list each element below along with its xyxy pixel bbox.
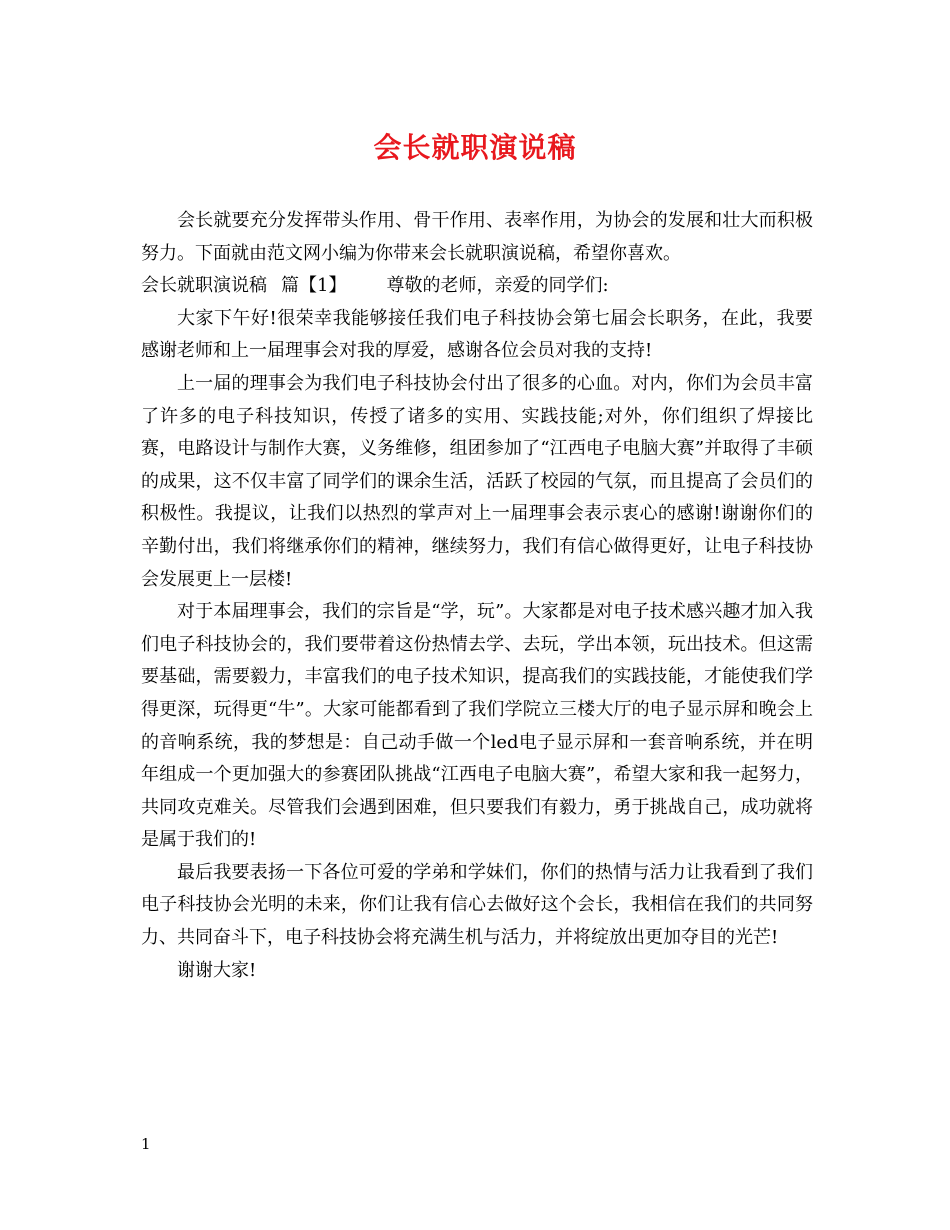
section-heading-line [141, 270, 813, 303]
body-paragraph-2: 上一届的理事会为我们电子科技协会付出了很多的心血。对内，你们为会员丰富了许多的电子科技知识，传授了诸多的实用、实践技能;对外，你们组织了焊接比赛，电路设计与制作大赛，义务维修，组团参加了“江西电子电脑大赛”并取得了丰硕的成果，这不仅丰富了同学们的课余生活，活跃了校园的气氛，而且提高了会员们的积极性。我提议，让我们以热烈的掌声对上一届理事会表示衷心的感谢!谢谢你们的辛勤付出，我们将继承你们的精神，继续努力，我们有信心做得更好，让电子科技协会发展更上一层楼! [141, 372, 813, 590]
body-paragraph-3: 对于本届理事会，我们的宗旨是“学，玩”。大家都是对电子技术感兴趣才加入我们电子科技协会的，我们要带着这份热情去学、去玩，学出本领，玩出技术。但这需要基础，需要毅力，丰富我们的电子技术知识，提高我们的实践技能，才能使我们学得更深，玩得更“牛”。大家可能都看到了我们学院立三楼大厅的电子显示屏和晚会上的音响系统，我的梦想是：自己动手做一个led电子显示屏和一套音响系统，并在明年组成一个更加强大的参赛团队挑战“江西电子电脑大赛”，希望大家和我一起努力，共同攻克难关。尽管我们会遇到困难，但只要我们有毅力，勇于挑战自己，成功就将是属于我们的! [141, 601, 813, 851]
salutation: 尊敬的老师，亲爱的同学们: [386, 275, 609, 297]
page-number: 1 [141, 1135, 151, 1153]
body-paragraph-1: 大家下午好!很荣幸我能够接任我们电子科技协会第七届会长职务，在此，我要感谢老师和上一届理事会对我的厚爱，感谢各位会员对我的支持! [141, 307, 813, 362]
body-paragraph-4: 最后我要表扬一下各位可爱的学弟和学妹们，你们的热情与活力让我看到了我们电子科技协会光明的未来，你们让我有信心去做好这个会长，我相信在我们的共同努力、共同奋斗下，电子科技协会将充满生机与活力，并将绽放出更加夺目的光芒! [141, 861, 813, 949]
intro-paragraph: 会长就要充分发挥带头作用、骨干作用、表率作用，为协会的发展和壮大而积极努力。下面就由范文网小编为你带来会长就职演说稿，希望你喜欢。 [141, 210, 813, 264]
closing-paragraph: 谢谢大家! [177, 959, 257, 981]
document-body [141, 205, 813, 987]
section-number: 篇【1】 [281, 275, 347, 297]
section-label: 会长就职演说稿 [141, 275, 267, 297]
document-title: 会长就职演说稿 [373, 131, 577, 164]
